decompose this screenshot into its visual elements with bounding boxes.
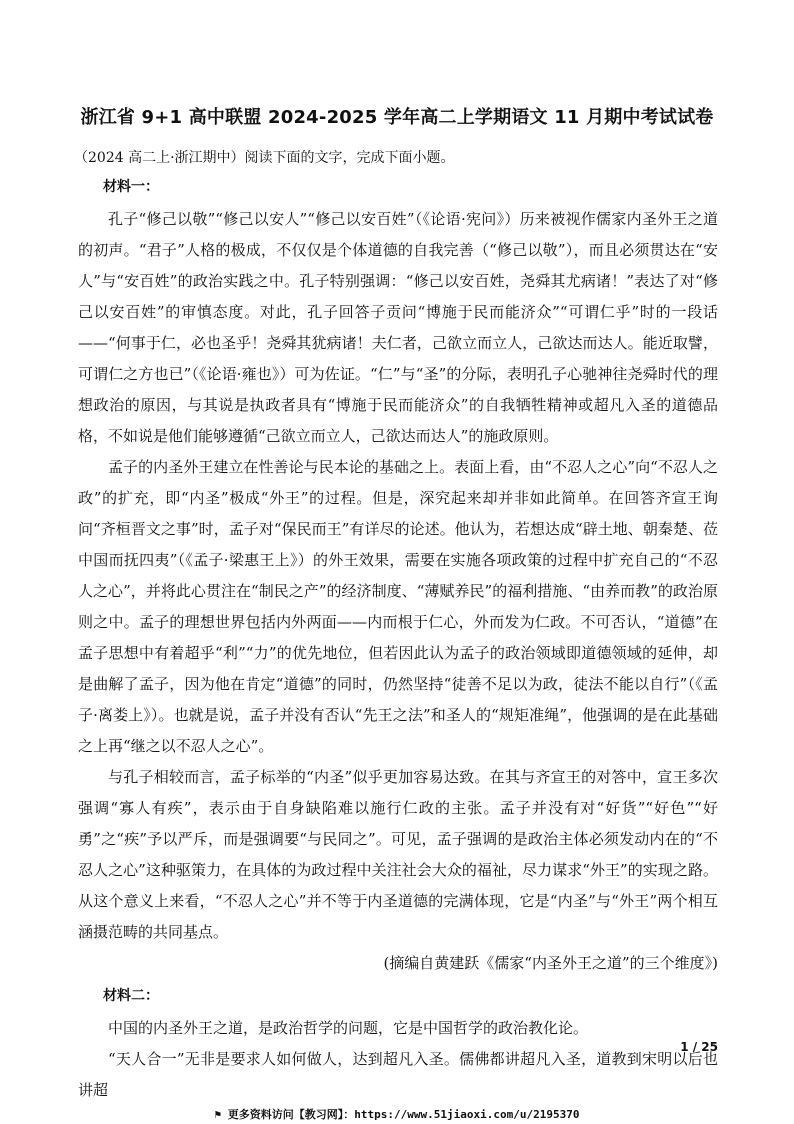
main-content — [78, 174, 718, 1106]
page-number: 1 / 25 — [680, 1040, 718, 1054]
source-line: （2024 高二上·浙江期中）阅读下面的文字，完成下面小题。 — [74, 150, 455, 166]
material-2-paragraph: 中国的内圣外王之道，是政治哲学的问题，它是中国哲学的政治教化论。 — [108, 1019, 589, 1037]
flag-icon: ⚑ — [214, 1108, 222, 1121]
material-2-label: 材料二： — [103, 988, 159, 1004]
material-1-citation: (摘编自黄建跃《儒家“内圣外王之道”的三个维度》) — [383, 954, 718, 972]
material-2-paragraph: “天人合一”无非是要求人如何做人，达到超凡入圣。儒佛都讲超凡入圣，道教到宋明以后也讲超 — [78, 1050, 718, 1099]
material-1-label: 材料一： — [103, 179, 159, 195]
material-1-paragraph: 与孔子相较而言，孟子标举的“内圣”似乎更加容易达致。在其与齐宣王的对答中，宣王多次强调“寡人有疾”，表示由于自身缺陷难以施行仁政的主张。孟子并没有对“好货”“好色”“好勇”之“疾”予以严斥，而是强调要“与民同之”。可见，孟子强调的是政治主体必须发动内在的“不忍人之心”这种驱策力，在具体的为政过程中关注社会大众的福祉，尽力谋求“外王”的实现之路。从这个意义上来看，“不忍人之心”并不等于内圣道德的完满体现，它是“内圣”与“外王”两个相互涵摄范畴的共同基点。 — [78, 768, 718, 941]
material-1-paragraph: 孔子“修己以敬”“修己以安人”“修己以安百姓”（《论语·宪问》）历来被视作儒家内圣外王之道的初声。“君子”人格的极成，不仅仅是个体道德的自我完善（“修己以敬”），而且必须贯达在“安人”与“安百姓”的政治实践之中。孔子特别强调：“修己以安百姓，尧舜其尤病诸！”表达了对“修己以安百姓”的审慎态度。对此，孔子回答子贡问“博施于民而能济众”“可谓仁乎”时的一段话——“何事于仁，必也圣乎！尧舜其犹病诸！夫仁者，己欲立而立人，己欲达而达人。能近取譬，可谓仁之方也已”（《论语·雍也》）可为佐证。“仁”与“圣”的分际，表明孔子心驰神往尧舜时代的理想政治的原因，与其说是执政者具有“博施于民而能济众”的自我牺牲精神或超凡入圣的道德品格，不如说是他们能够遵循“己欲立而立人，己欲达而达人”的施政原则。 — [78, 210, 718, 445]
material-1-paragraph: 孟子的内圣外王建立在性善论与民本论的基础之上。表面上看，由“不忍人之心”向“不忍人之政”的扩充，即“内圣”极成“外王”的过程。但是，深究起来却并非如此简单。在回答齐宣王询问“齐桓晋文之事”时，孟子对“保民而王”有详尽的论述。他认为，若想达成“辟土地、朝秦楚、莅中国而抚四夷”（《孟子·梁惠王上》）的外王效果，需要在实施各项政策的过程中扩充自己的“不忍人之心”，并将此心贯注在“制民之产”的经济制度、“薄赋养民”的福利措施、“由养而教”的政治原则之中。孟子的理想世界包括内外两面——内而根于仁心，外而发为仁政。不可否认，“道德”在孟子思想中有着超乎“利”“力”的优先地位，但若因此认为孟子的政治领域即道德领域的延伸，却是曲解了孟子，因为他在肯定“道德”的同时，仍然坚持“徒善不足以为政，徒法不能以自行”（《孟子·离娄上》）。也就是说，孟子并没有否认“先王之法”和圣人的“规矩准绳”，他强调的是在此基础之上再“继之以不忍人之心”。 — [78, 458, 718, 755]
footer — [0, 1106, 794, 1122]
footer-link[interactable]: 更多资料访问【教习网】：https://www.51jiaoxi.com/u/2195370 — [227, 1108, 580, 1121]
page-title: 浙江省 9+1 高中联盟 2024-2025 学年高二上学期语文 11 月期中考试试卷 — [80, 107, 714, 128]
